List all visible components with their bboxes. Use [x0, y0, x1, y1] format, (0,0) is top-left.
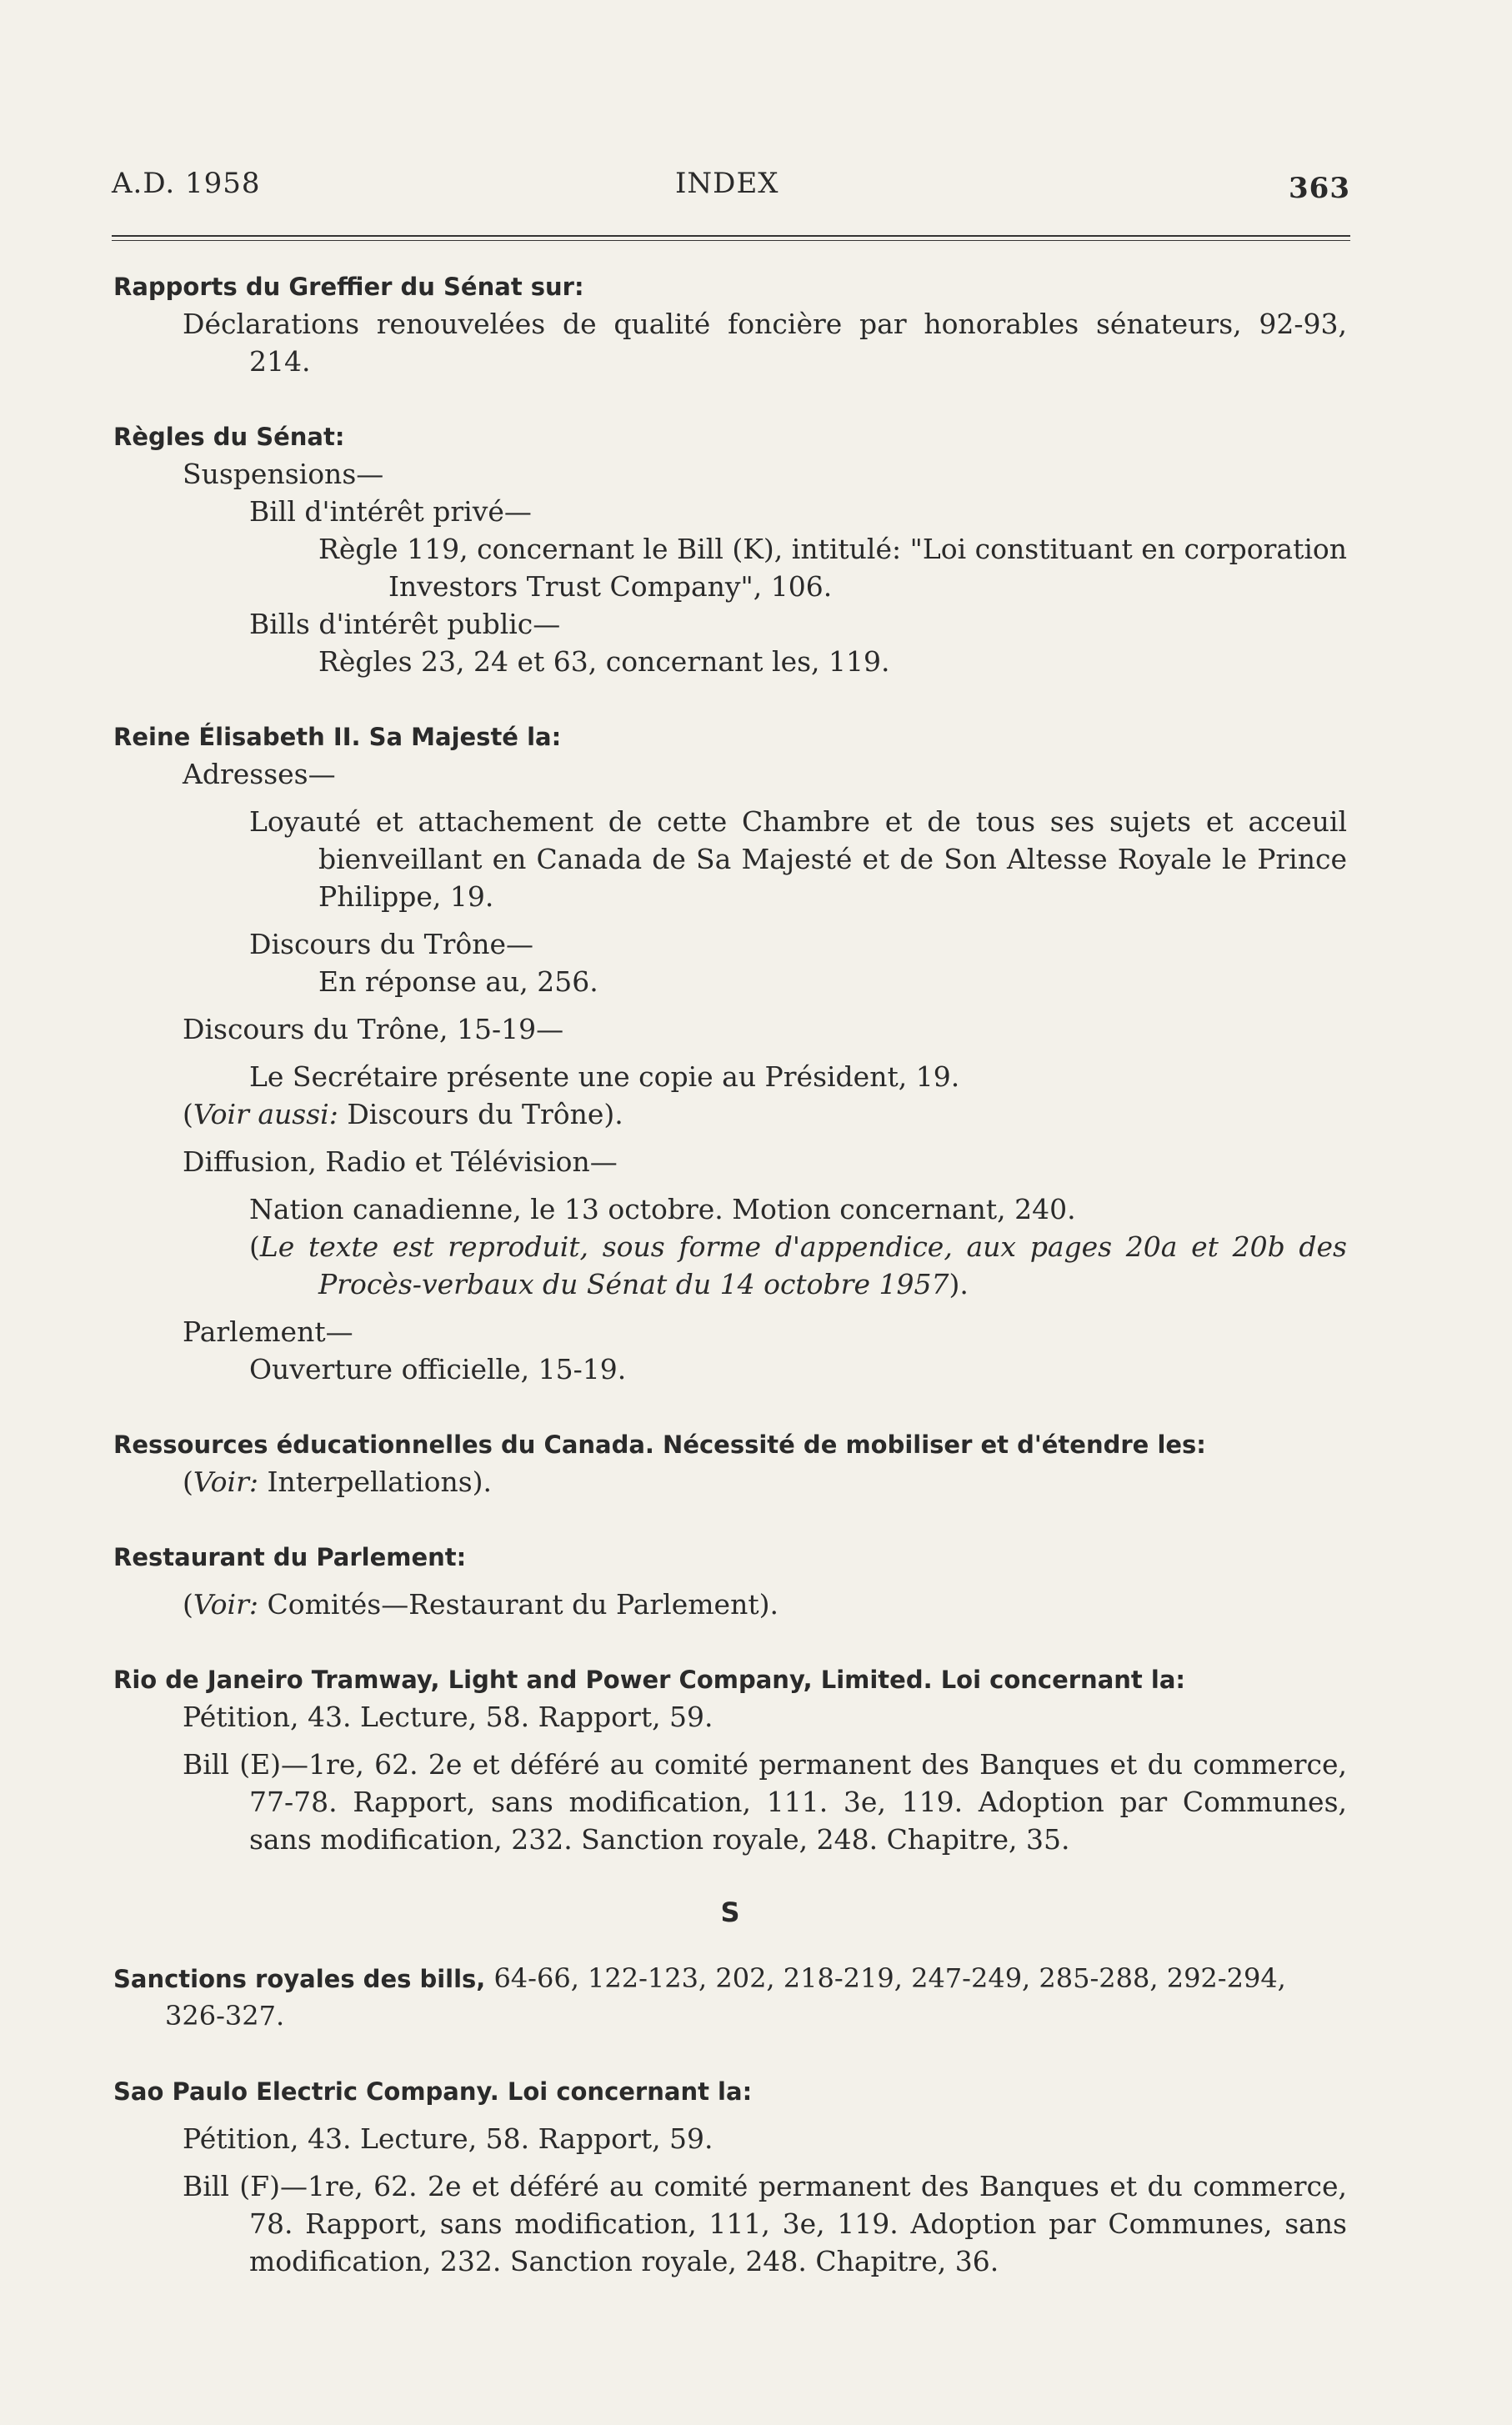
entry-line: Suspensions—: [183, 458, 384, 490]
see-ref: Comités—Restaurant du Parlement: [267, 1588, 759, 1621]
entry-heading: Ressources éducationnelles du Canada. Nécessité de mobiliser et d'étendre les:: [113, 1430, 1206, 1459]
entry-line: Bill (F)—1re, 62. 2e et déféré au comité permanent des Banques et du commerce, 78. Rapport, sans modification, 111, 3e, 119. Adoption par Communes, sans modification, 232. Sanction royale, 248. Chapitre, 36.: [183, 2170, 1347, 2277]
page-number: 363: [1289, 172, 1350, 205]
entry-line: Pétition, 43. Lecture, 58. Rapport, 59.: [183, 1701, 713, 1733]
entry-heading: Sao Paulo Electric Company. Loi concernant la:: [113, 2077, 753, 2106]
entry-heading: Rapports du Greffier du Sénat sur:: [113, 273, 584, 301]
see-ref: Interpellations: [267, 1466, 473, 1498]
note-line: (Le texte est reproduit, sous forme d'appendice, aux pages 20a et 20b des Procès-verbaux du Sénat du 14 octobre 1957).: [249, 1230, 1347, 1300]
entry-line: Déclarations renouvelées de qualité foncière par honorables sénateurs, 92-93, 214.: [183, 308, 1347, 378]
entry-line: Adresses—: [183, 758, 336, 790]
entry-line: Le Secrétaire présente une copie au Président, 19.: [249, 1060, 960, 1093]
entry-heading: Règles du Sénat:: [113, 423, 345, 451]
see-line: (Voir: Comités—Restaurant du Parlement).: [183, 1588, 779, 1621]
entry-heading: Restaurant du Parlement:: [113, 1543, 467, 1571]
entry-line: Règle 119, concernant le Bill (K), intitulé: "Loi constituant en corporation Investors Trust Company", 106.: [318, 533, 1347, 603]
index-entry: [113, 268, 1347, 380]
see-also-line: (Voir aussi: Discours du Trône).: [183, 1098, 623, 1130]
index-entry: [113, 2073, 1347, 2280]
index-entry: [113, 418, 1347, 680]
section-letter: S: [720, 1896, 740, 1928]
header-rule: [112, 235, 1350, 237]
index-entry: [113, 1539, 1347, 1623]
index-entry: [113, 1426, 1347, 1501]
entry-line: Parlement—: [183, 1315, 353, 1348]
index-entry: [113, 719, 1347, 1388]
entry-heading: Rio de Janeiro Tramway, Light and Power Company, Limited. Loi concernant la:: [113, 1666, 1185, 1694]
index-entry: [113, 1661, 1347, 1858]
entry-line: Règles 23, 24 et 63, concernant les, 119.: [318, 645, 890, 678]
entry-line: Bills d'intérêt public—: [249, 608, 561, 640]
page-header: [112, 167, 1350, 208]
see-label: Voir:: [193, 1466, 258, 1498]
header-year: A.D. 1958: [112, 167, 261, 200]
index-body: [113, 268, 1347, 2318]
entry-line: Ouverture officielle, 15-19.: [249, 1353, 627, 1385]
header-title: INDEX: [675, 167, 779, 200]
see-line: (Voir: Interpellations).: [183, 1466, 493, 1498]
see-also-label: Voir aussi:: [193, 1098, 338, 1130]
index-entry: [113, 1960, 1347, 2035]
entry-line: Loyauté et attachement de cette Chambre et de tous ses sujets et acceuil bienveillant en Canada de Sa Majesté et de Son Altesse Royale le Prince Philippe, 19.: [249, 805, 1347, 913]
entry-heading: Reine Élisabeth II. Sa Majesté la:: [113, 723, 562, 751]
see-label: Voir:: [193, 1588, 258, 1621]
entry-line: Discours du Trône—: [249, 928, 534, 960]
see-also-ref: Discours du Trône: [347, 1098, 604, 1130]
entry-line: Bill (E)—1re, 62. 2e et déféré au comité permanent des Banques et du commerce, 77-78. Rapport, sans modification, 111. 3e, 119. Adoption par Communes, sans modification, 232. Sanction royale, 248. Chapitre, 35.: [183, 1748, 1347, 1856]
entry-line: Discours du Trône, 15-19—: [183, 1013, 564, 1045]
entry-line: Diffusion, Radio et Télévision—: [183, 1145, 618, 1178]
heading-refs: 64-66, 122-123, 202, 218-219, 247-249, 285-288, 292-294, 326-327.: [165, 1962, 1286, 2032]
entry-line: Pétition, 43. Lecture, 58. Rapport, 59.: [183, 2122, 713, 2155]
entry-heading: [113, 1960, 1347, 2035]
entry-line: En réponse au, 256.: [318, 965, 598, 998]
entry-line: Bill d'intérêt privé—: [249, 495, 532, 528]
note-text: Le texte est reproduit, sous forme d'appendice, aux pages 20a et 20b des Procès-verbaux du Sénat du 14 octobre 1957: [259, 1230, 1347, 1300]
heading-text: Sanctions royales des bills,: [113, 1965, 486, 1993]
header-rule-thin: [112, 240, 1350, 241]
entry-line: Nation canadienne, le 13 octobre. Motion concernant, 240.: [249, 1193, 1076, 1225]
